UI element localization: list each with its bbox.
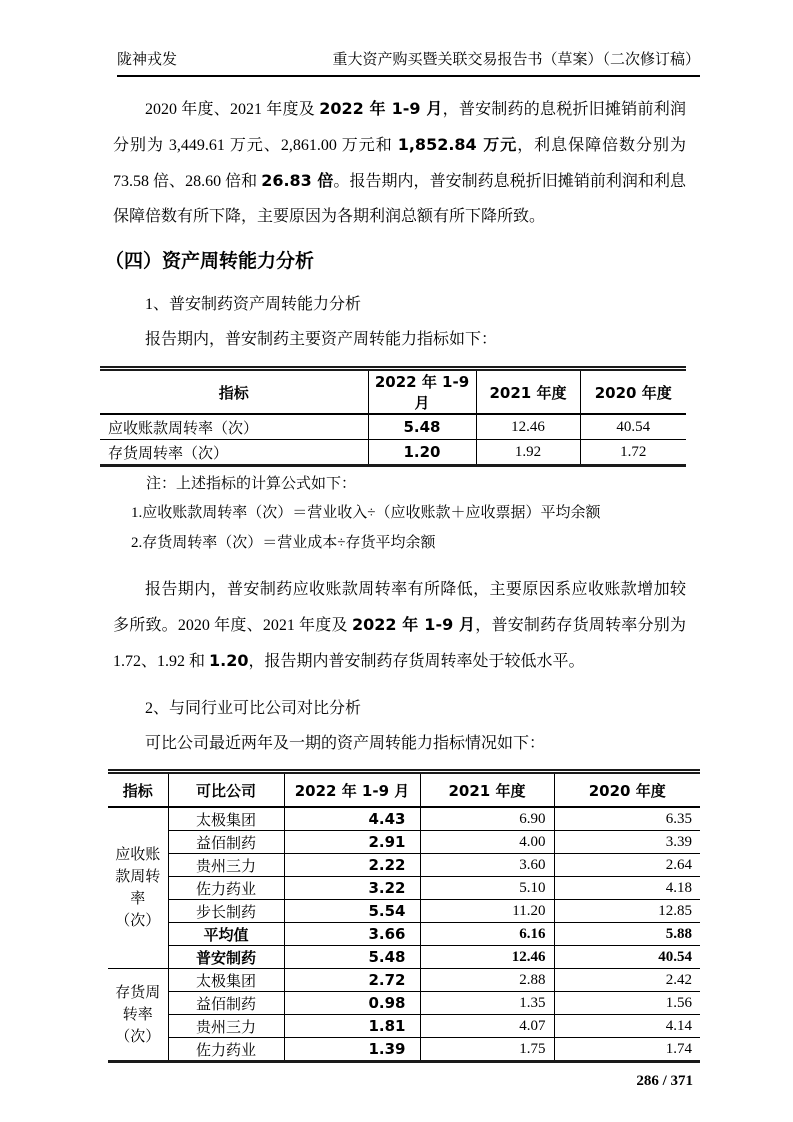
value-2021: 1.75 [420, 1038, 554, 1062]
col-header-indicator: 指标 [100, 369, 368, 415]
table-row [108, 946, 700, 969]
indicator-group-cell: 存货周 转率 （次） [108, 969, 168, 1062]
value-2022: 1.20 [368, 440, 476, 466]
emphasis-text: 2022 年 1-9 月 [319, 99, 443, 118]
comparable-companies-table [108, 769, 700, 1063]
table-row [108, 877, 700, 900]
table-row [108, 1038, 700, 1062]
value-2020: 12.85 [554, 900, 700, 923]
body-text: 2020 年度、2021 年度及 [145, 101, 320, 118]
turnover-indicators-table [100, 366, 686, 467]
table1-lead-text: 报告期内，普安制药主要资产周转能力指标如下： [145, 331, 498, 348]
company-cell: 贵州三力 [168, 1015, 284, 1038]
company-cell: 益佰制药 [168, 831, 284, 854]
value-2020: 6.35 [554, 807, 700, 831]
value-2022: 3.22 [284, 877, 420, 900]
company-cell: 太极集团 [168, 807, 284, 831]
value-2022: 5.54 [284, 900, 420, 923]
body-text: ，利息保障倍数分别为 73.58 倍、28.60 倍和 [113, 137, 686, 190]
emphasis-text: 26.83 倍 [261, 171, 334, 190]
value-2021: 12.46 [420, 946, 554, 969]
col-header-2020: 2020 年度 [554, 772, 700, 808]
value-2021: 4.07 [420, 1015, 554, 1038]
value-2021: 3.60 [420, 854, 554, 877]
table-row [108, 854, 700, 877]
company-cell: 佐力药业 [168, 877, 284, 900]
value-2022: 1.39 [284, 1038, 420, 1062]
table-row [108, 831, 700, 854]
body-text: ，报告期内普安制药存货周转率处于较低水平。 [248, 653, 585, 670]
header-company-name: 陇神戎发 [117, 52, 178, 68]
col-header-2022: 2022 年 1-9 月 [368, 369, 476, 415]
table-row [108, 992, 700, 1015]
paragraph-inventory-turnover [113, 572, 686, 679]
value-2022: 2.22 [284, 854, 420, 877]
value-2021: 4.00 [420, 831, 554, 854]
company-cell: 普安制药 [168, 946, 284, 969]
value-2021: 5.10 [420, 877, 554, 900]
value-2021: 11.20 [420, 900, 554, 923]
value-2022: 4.43 [284, 807, 420, 831]
indicator-group-cell: 应收账 款周转 率 （次） [108, 807, 168, 969]
page-number: 286 / 371 [636, 1073, 693, 1089]
value-2020: 1.56 [554, 992, 700, 1015]
value-2020: 40.54 [580, 414, 686, 440]
value-2022: 5.48 [284, 946, 420, 969]
header-report-title: 重大资产购买暨关联交易报告书（草案）（二次修订稿） [332, 52, 700, 68]
body-text: ，普安制药存货周转率分别为 1.72、1.92 和 [113, 617, 686, 670]
col-header-2022: 2022 年 1-9 月 [284, 772, 420, 808]
paragraph-ebitda [113, 91, 686, 234]
note-formula-1: 1.应收账款周转率（次）＝营业收入÷（应收账款＋应收票据）平均余额 [131, 505, 601, 521]
running-header [117, 50, 700, 77]
table-row [108, 807, 700, 831]
value-2021: 12.46 [476, 414, 580, 440]
company-cell: 贵州三力 [168, 854, 284, 877]
table-row [100, 440, 686, 466]
company-cell: 步长制药 [168, 900, 284, 923]
value-2020: 2.64 [554, 854, 700, 877]
body-text: 报告期内，普安制药应收账款周转率有所降低，主要原因系应收账款增加较多所致。2020 年度、2021 年度及 [113, 581, 686, 634]
company-cell: 益佰制药 [168, 992, 284, 1015]
value-2021: 6.16 [420, 923, 554, 946]
emphasis-text: 1.20 [209, 651, 249, 670]
indicator-cell: 应收账款周转率（次） [100, 414, 368, 440]
value-2020: 3.39 [554, 831, 700, 854]
value-2020: 1.74 [554, 1038, 700, 1062]
value-2020: 5.88 [554, 923, 700, 946]
body-text: 。报告期内，普安制药息税折旧摊销前利润和利息保障倍数有所下降，主要原因为各期利润总额有所下降所致。 [113, 173, 686, 225]
value-2022: 0.98 [284, 992, 420, 1015]
col-header-indicator: 指标 [108, 772, 168, 808]
col-header-2021: 2021 年度 [476, 369, 580, 415]
value-2022: 5.48 [368, 414, 476, 440]
company-cell: 佐力药业 [168, 1038, 284, 1062]
table-row [108, 969, 700, 992]
table-row [108, 900, 700, 923]
value-2020: 2.42 [554, 969, 700, 992]
emphasis-text: 1,852.84 万元 [397, 135, 518, 154]
value-2020: 4.18 [554, 877, 700, 900]
table2-lead-text: 可比公司最近两年及一期的资产周转能力指标情况如下： [145, 735, 546, 752]
company-cell: 太极集团 [168, 969, 284, 992]
value-2021: 6.90 [420, 807, 554, 831]
value-2022: 1.81 [284, 1015, 420, 1038]
value-2021: 2.88 [420, 969, 554, 992]
col-header-2020: 2020 年度 [580, 369, 686, 415]
body-text: ，普安制药的息税折旧摊销前利润分别为 3,449.61 万元、2,861.00 万元和 [113, 101, 686, 154]
company-cell: 平均值 [168, 923, 284, 946]
section-heading: （四）资产周转能力分析 [105, 250, 315, 272]
subsection-2-heading: 2、与同行业可比公司对比分析 [145, 700, 362, 717]
col-header-company: 可比公司 [168, 772, 284, 808]
indicator-cell: 存货周转率（次） [100, 440, 368, 466]
value-2020: 1.72 [580, 440, 686, 466]
value-2022: 2.72 [284, 969, 420, 992]
col-header-2021: 2021 年度 [420, 772, 554, 808]
table-header-row [100, 369, 686, 415]
note-title: 注：上述指标的计算公式如下： [146, 476, 357, 492]
table-row [108, 923, 700, 946]
subsection-1-heading: 1、普安制药资产周转能力分析 [145, 296, 362, 313]
table-row [108, 1015, 700, 1038]
value-2021: 1.92 [476, 440, 580, 466]
note-formula-2: 2.存货周转率（次）＝营业成本÷存货平均余额 [131, 535, 436, 551]
table-header-row [108, 772, 700, 808]
value-2020: 40.54 [554, 946, 700, 969]
table-row [100, 414, 686, 440]
value-2022: 3.66 [284, 923, 420, 946]
emphasis-text: 2022 年 1-9 月 [351, 615, 476, 634]
value-2020: 4.14 [554, 1015, 700, 1038]
value-2021: 1.35 [420, 992, 554, 1015]
value-2022: 2.91 [284, 831, 420, 854]
